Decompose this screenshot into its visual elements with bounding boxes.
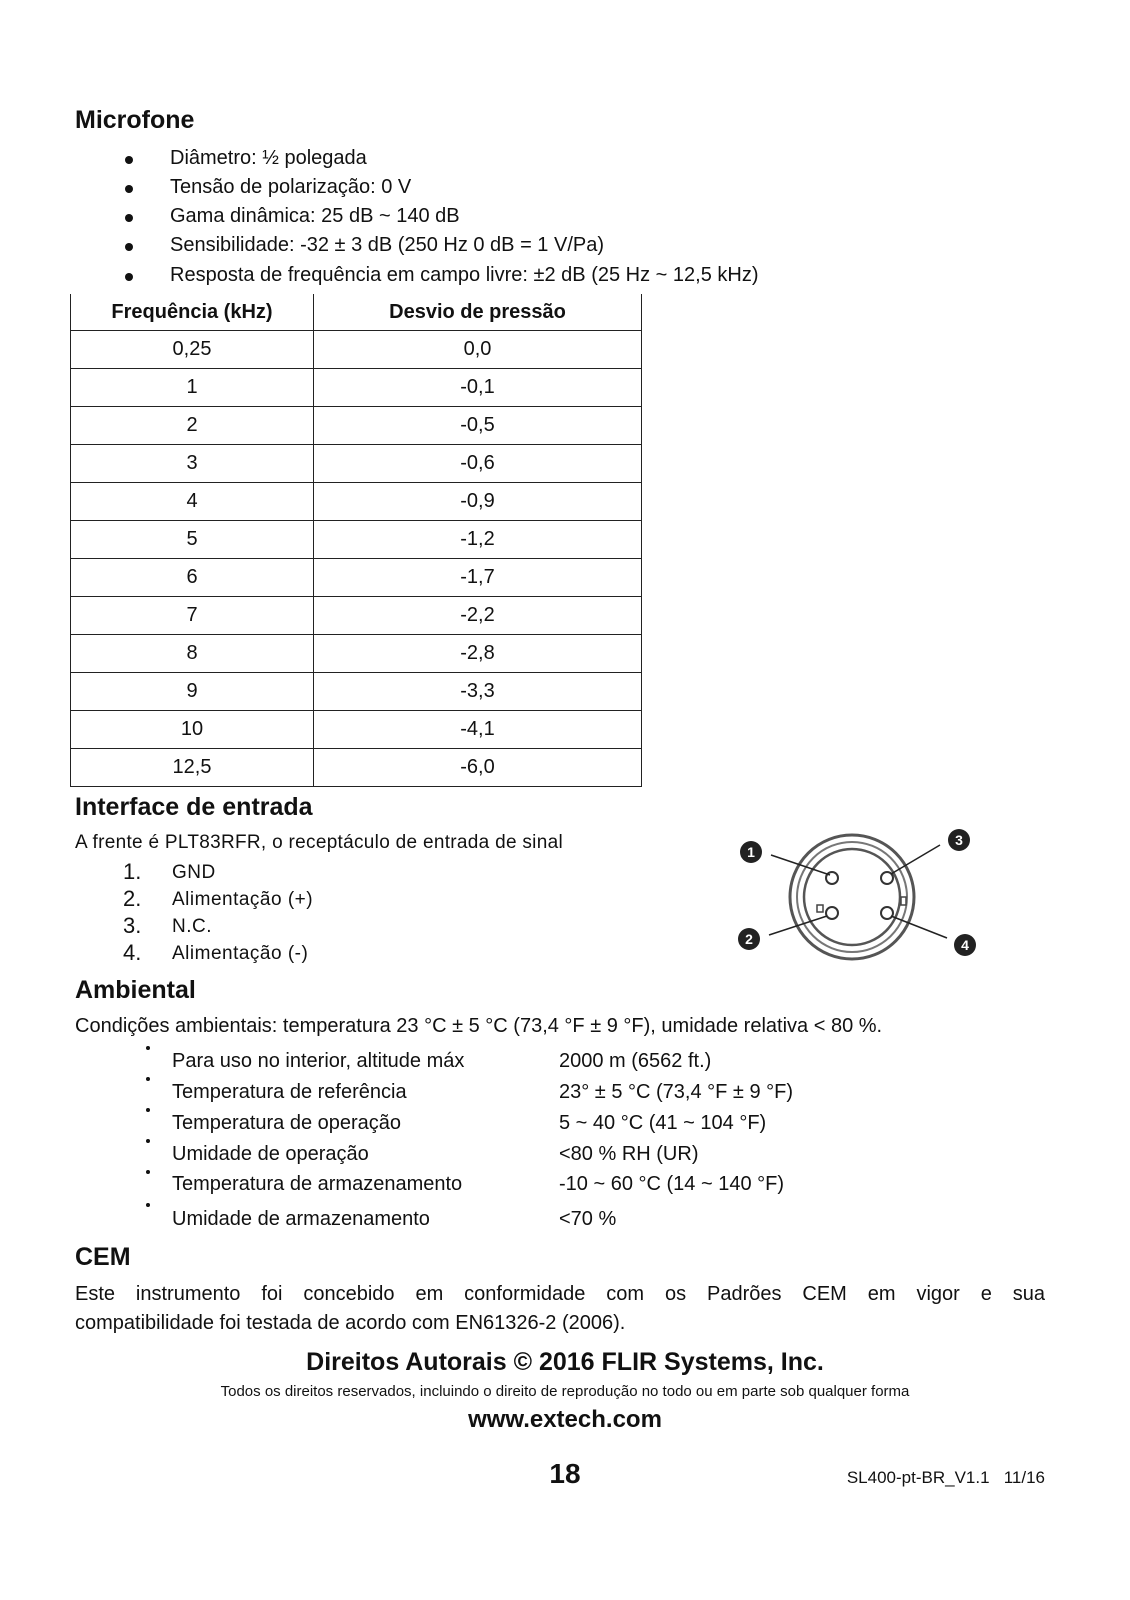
- table-row: [71, 521, 642, 559]
- bullet-icon: [125, 185, 133, 193]
- bullet-icon: [146, 1170, 150, 1174]
- table-header-row: [71, 294, 642, 331]
- environment-intro: Condições ambientais: temperatura 23 °C ± 5 °C (73,4 °F ± 9 °F), umidade relativa < 80 %.: [75, 1015, 883, 1037]
- callout-number: 1: [747, 844, 755, 860]
- pin-leader-line: [891, 845, 940, 874]
- connector-inner-ring: [804, 849, 900, 945]
- bullet-icon: [146, 1139, 150, 1143]
- table-cell: -1,7: [314, 559, 642, 597]
- connector-pinout-diagram: [735, 825, 1005, 975]
- callout-number: 3: [955, 832, 963, 848]
- table-cell: -3,3: [314, 673, 642, 711]
- pin-number: 2.: [123, 886, 142, 911]
- table-cell: -0,9: [314, 483, 642, 521]
- pin-label: Alimentação (+): [172, 889, 314, 910]
- table-cell: 12,5: [71, 749, 314, 787]
- list-item: Gama dinâmica: 25 dB ~ 140 dB: [170, 205, 460, 228]
- bullet-icon: [125, 273, 133, 281]
- table-cell: -2,2: [314, 597, 642, 635]
- section-heading-emc: CEM: [75, 1243, 131, 1271]
- callout-number: 4: [961, 937, 969, 953]
- spec-value: 5 ~ 40 °C (41 ~ 104 °F): [559, 1112, 767, 1134]
- table-row: [71, 331, 642, 369]
- table-row: [71, 559, 642, 597]
- table-cell: -1,2: [314, 521, 642, 559]
- spec-label: Temperatura de armazenamento: [172, 1173, 463, 1195]
- bullet-icon: [125, 156, 133, 164]
- pin-number: 3.: [123, 913, 142, 938]
- table-cell: 6: [71, 559, 314, 597]
- document-id: SL400-pt-BR_V1.1 11/16: [846, 1468, 1045, 1487]
- list-item: Diâmetro: ½ polegada: [170, 147, 367, 170]
- pin-label: Alimentação (-): [172, 943, 309, 964]
- table-cell: 3: [71, 445, 314, 483]
- spec-value: 2000 m (6562 ft.): [559, 1050, 712, 1072]
- pin-label: N.C.: [172, 916, 212, 937]
- emc-paragraph-line: compatibilidade foi testada de acordo com EN61326-2 (2006).: [75, 1312, 626, 1334]
- pin-number: 4.: [123, 940, 142, 965]
- table-row: [71, 673, 642, 711]
- connector-ring: [797, 842, 907, 952]
- callout-number: 2: [745, 931, 753, 947]
- table-cell: -6,0: [314, 749, 642, 787]
- table-row: [71, 483, 642, 521]
- emc-paragraph-line: Este instrumento foi concebido em conformidade com os Padrões CEM em vigor e sua: [75, 1283, 1045, 1305]
- bullet-icon: [146, 1077, 150, 1081]
- page-number: 18: [549, 1458, 581, 1489]
- pin-label: GND: [172, 862, 216, 883]
- table-cell: 4: [71, 483, 314, 521]
- table-row: [71, 711, 642, 749]
- list-item: Resposta de frequência em campo livre: ±2 dB (25 Hz ~ 12,5 kHz): [170, 264, 758, 287]
- rights-reserved-line: Todos os direitos reservados, incluindo o direito de reprodução no todo ou em parte sob qualquer forma: [220, 1383, 910, 1400]
- key-notch: [817, 905, 823, 912]
- table-cell: 5: [71, 521, 314, 559]
- key-notch: [901, 897, 906, 905]
- pin-hole: [826, 907, 838, 919]
- bullet-icon: [146, 1046, 150, 1050]
- table-cell: 10: [71, 711, 314, 749]
- spec-label: Para uso no interior, altitude máx: [172, 1050, 465, 1072]
- pin-hole: [881, 907, 893, 919]
- table-row: [71, 445, 642, 483]
- spec-label: Umidade de operação: [172, 1143, 369, 1165]
- section-heading-microphone: Microfone: [75, 106, 195, 134]
- input-interface-intro: A frente é PLT83RFR, o receptáculo de entrada de sinal: [75, 832, 563, 853]
- table-row: [71, 597, 642, 635]
- table-row: [71, 749, 642, 787]
- bullet-icon: [125, 243, 133, 251]
- column-header-frequency: Frequência (kHz): [71, 294, 314, 331]
- table-cell: -0,1: [314, 369, 642, 407]
- connector-outer-ring: [790, 835, 914, 959]
- bullet-icon: [146, 1108, 150, 1112]
- spec-label: Temperatura de operação: [172, 1112, 402, 1134]
- table-cell: 7: [71, 597, 314, 635]
- table-cell: 9: [71, 673, 314, 711]
- table-row: [71, 407, 642, 445]
- bullet-icon: [146, 1203, 150, 1207]
- spec-label: Temperatura de referência: [172, 1081, 407, 1103]
- list-item: Sensibilidade: -32 ± 3 dB (250 Hz 0 dB = 1 V/Pa): [170, 234, 604, 257]
- spec-label: Umidade de armazenamento: [172, 1208, 430, 1230]
- bullet-icon: [125, 214, 133, 222]
- table-cell: -4,1: [314, 711, 642, 749]
- section-heading-environment: Ambiental: [75, 976, 196, 1004]
- website-link[interactable]: www.extech.com: [468, 1406, 662, 1433]
- spec-value: <80 % RH (UR): [559, 1143, 699, 1165]
- table-cell: -2,8: [314, 635, 642, 673]
- table-cell: 0,25: [71, 331, 314, 369]
- list-item: Tensão de polarização: 0 V: [170, 176, 411, 199]
- spec-value: -10 ~ 60 °C (14 ~ 140 °F): [559, 1173, 784, 1195]
- table-cell: -0,5: [314, 407, 642, 445]
- copyright-line: Direitos Autorais © 2016 FLIR Systems, Inc.: [306, 1348, 824, 1376]
- table-cell: 1: [71, 369, 314, 407]
- frequency-response-table: [70, 294, 642, 787]
- spec-value: <70 %: [559, 1208, 617, 1230]
- section-heading-input-interface: Interface de entrada: [75, 793, 313, 821]
- table-cell: 8: [71, 635, 314, 673]
- table-row: [71, 369, 642, 407]
- pin-number: 1.: [123, 859, 142, 884]
- spec-value: 23° ± 5 °C (73,4 °F ± 9 °F): [559, 1081, 794, 1103]
- table-row: [71, 635, 642, 673]
- column-header-pressure-deviation: Desvio de pressão: [314, 294, 642, 331]
- table-cell: -0,6: [314, 445, 642, 483]
- pin-leader-line: [771, 855, 830, 875]
- table-cell: 0,0: [314, 331, 642, 369]
- table-cell: 2: [71, 407, 314, 445]
